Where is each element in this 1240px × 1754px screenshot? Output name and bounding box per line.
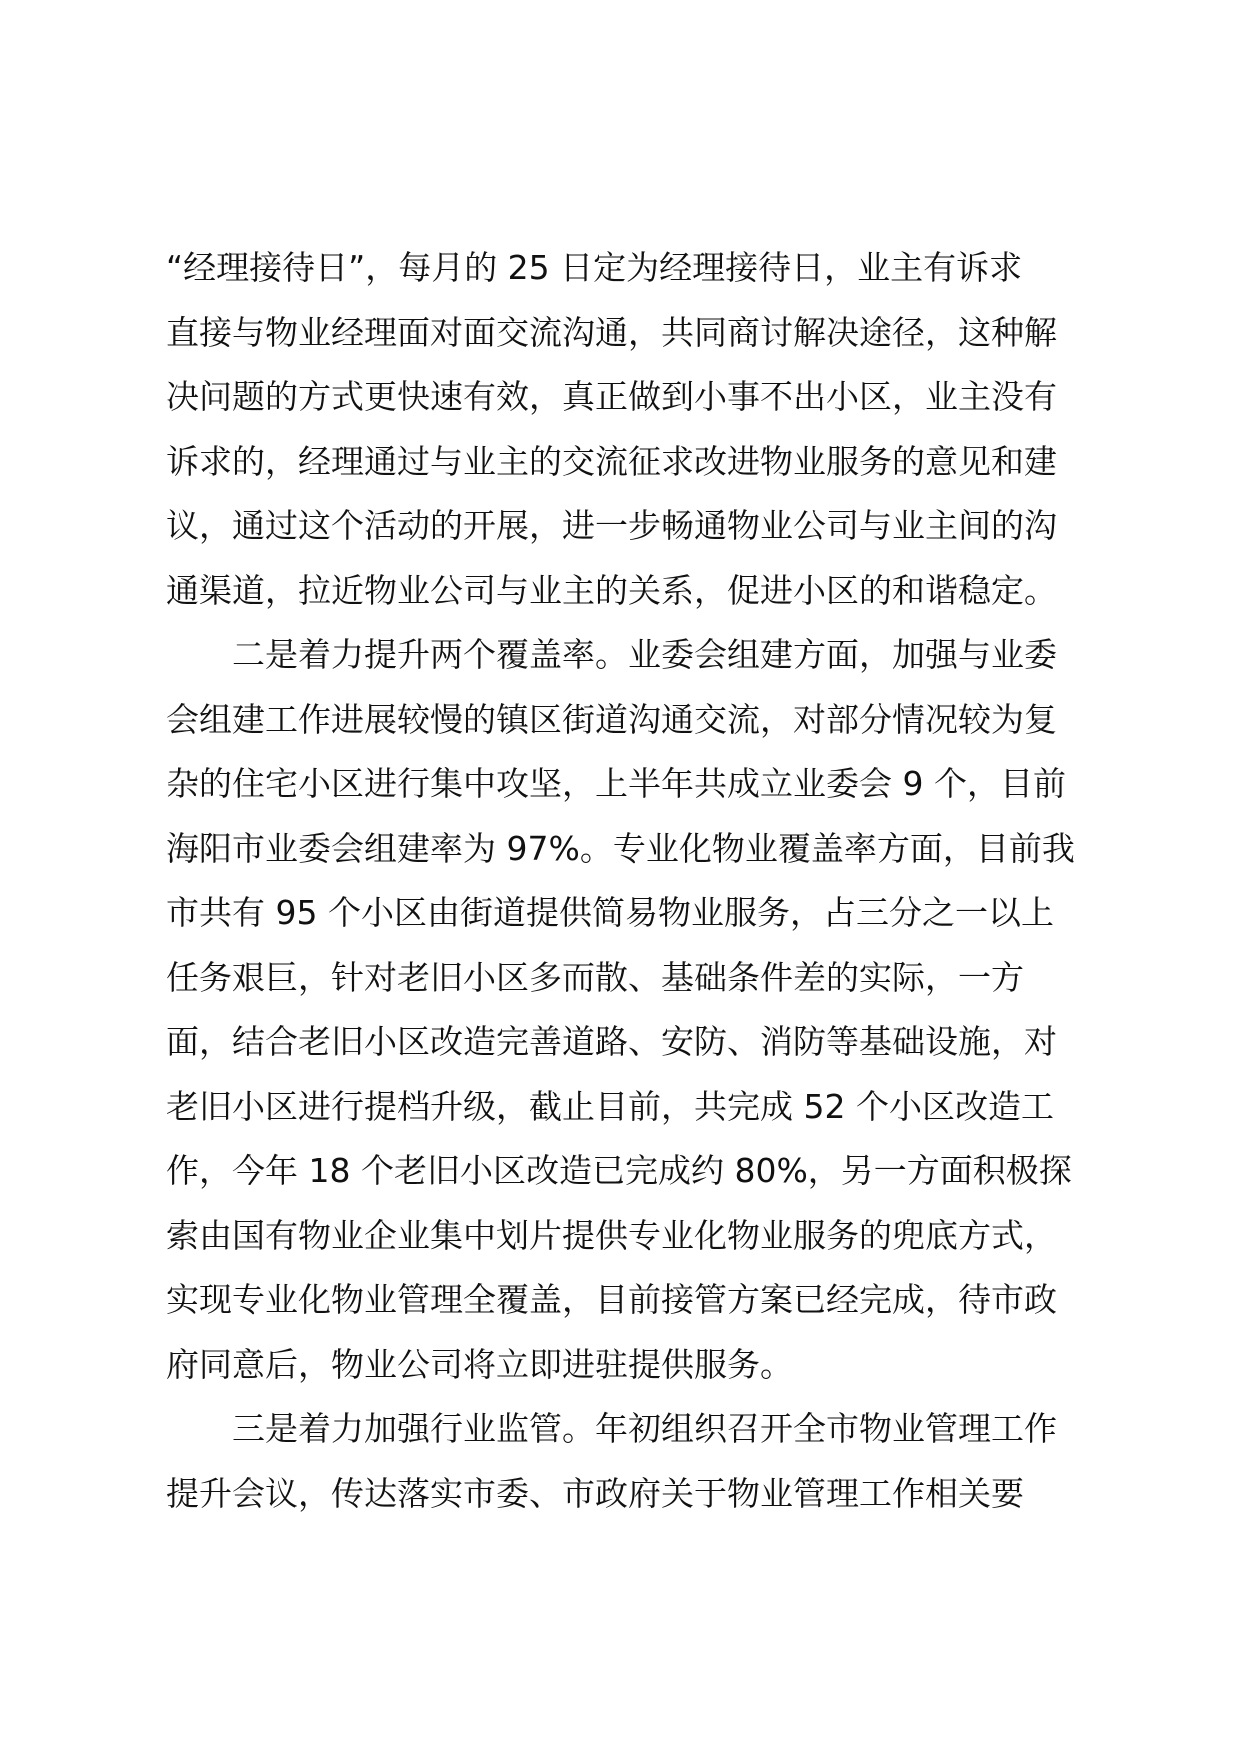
text-line: 议，通过这个活动的开展，进一步畅通物业公司与业主间的沟	[166, 506, 1057, 545]
text-line: 会组建工作进展较慢的镇区街道沟通交流，对部分情况较为复	[166, 699, 1057, 739]
paragraph-heading-line: 二是着力提升两个覆盖率。业委会组建方面，加强与业委	[166, 635, 1057, 674]
text-line: 实现专业化物业管理全覆盖，目前接管方案已经完成，待市政	[166, 1280, 1057, 1319]
text-line: 府同意后，物业公司将立即进驻提供服务。	[166, 1344, 793, 1384]
text-line: 市共有 95 个小区由街道提供简易物业服务，占三分之一以上	[166, 893, 1054, 932]
text-line: 海阳市业委会组建率为 97%。专业化物业覆盖率方面，目前我	[166, 828, 1075, 868]
text-line: 作，今年 18 个老旧小区改造已完成约 80%，另一方面积极探	[166, 1151, 1072, 1190]
paragraph-heading-line: 三是着力加强行业监管。年初组织召开全市物业管理工作	[166, 1409, 1057, 1448]
text-line: “经理接待日”，每月的 25 日定为经理接待日，业主有诉求	[166, 248, 1023, 287]
text-line: 提升会议，传达落实市委、市政府关于物业管理工作相关要	[166, 1473, 1024, 1513]
text-line: 通渠道，拉近物业公司与业主的关系，促进小区的和谐稳定。	[166, 570, 1057, 610]
text-line: 决问题的方式更快速有效，真正做到小事不出小区，业主没有	[166, 377, 1057, 416]
text-line: 任务艰巨，针对老旧小区多而散、基础条件差的实际，一方	[166, 957, 1024, 997]
text-line: 老旧小区进行提档升级，截止目前，共完成 52 个小区改造工	[166, 1086, 1054, 1126]
text-line: 索由国有物业企业集中划片提供专业化物业服务的兜底方式，	[166, 1215, 1057, 1255]
text-line: 直接与物业经理面对面交流沟通，共同商讨解决途径，这种解	[166, 312, 1057, 352]
text-line: 杂的住宅小区进行集中攻坚，上半年共成立业委会 9 个，目前	[166, 764, 1066, 803]
body-text	[166, 236, 1082, 1526]
text-line: 诉求的，经理通过与业主的交流征求改进物业服务的意见和建	[166, 441, 1057, 481]
text-line: 面，结合老旧小区改造完善道路、安防、消防等基础设施，对	[166, 1022, 1057, 1061]
